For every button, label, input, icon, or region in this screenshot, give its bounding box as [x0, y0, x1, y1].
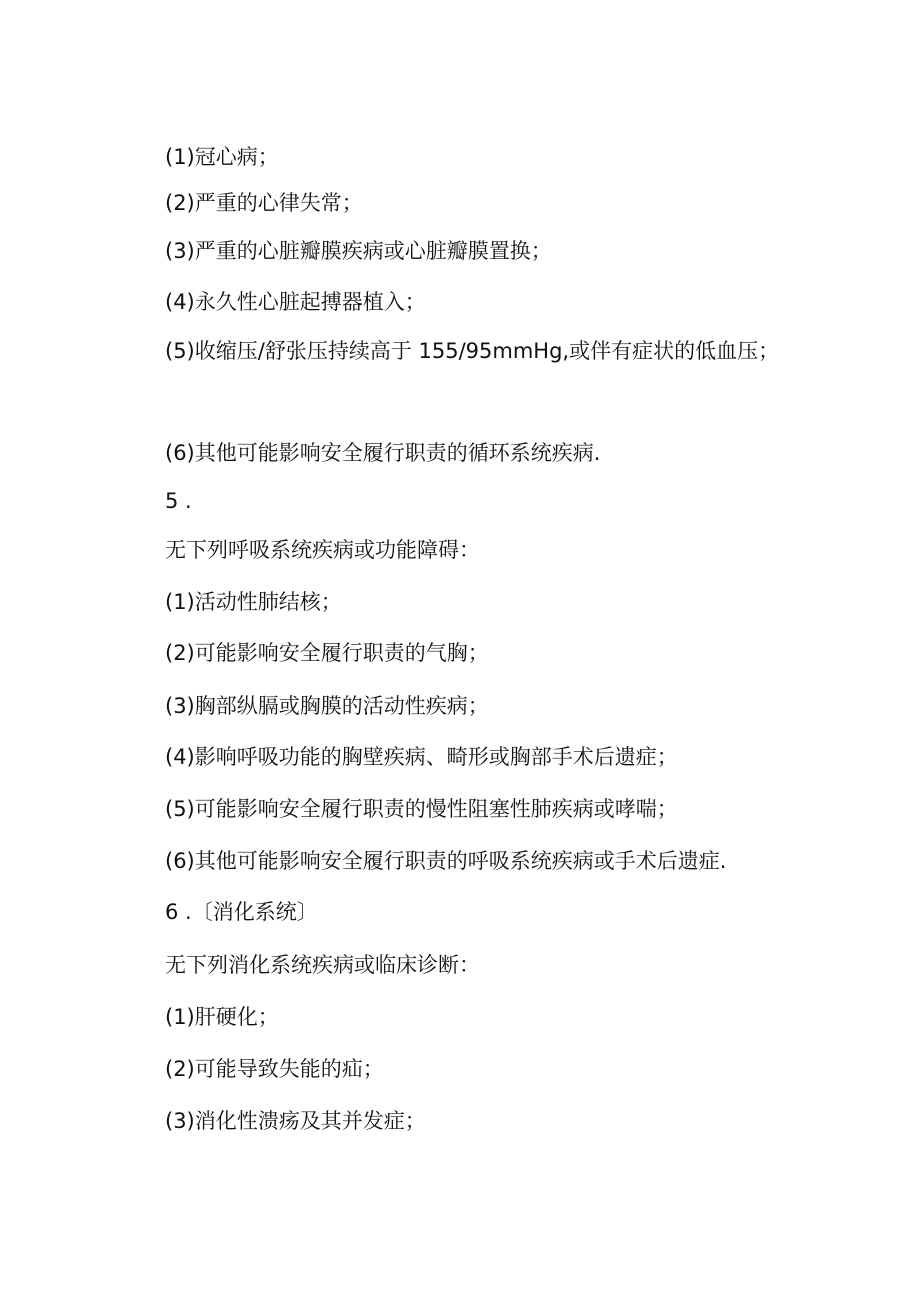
list-item: (6)其他可能影响安全履行职责的循环系统疾病. [165, 441, 601, 465]
list-item: (1)肝硬化； [165, 1005, 279, 1029]
list-item: (4)影响呼吸功能的胸壁疾病、畸形或胸部手术后遗症； [165, 745, 678, 769]
list-item: (6)其他可能影响安全履行职责的呼吸系统疾病或手术后遗症. [165, 849, 727, 873]
section-intro: 无下列呼吸系统疾病或功能障碍： [165, 538, 480, 562]
list-item: (2)严重的心律失常； [165, 191, 363, 215]
list-item: (3)消化性溃疡及其并发症； [165, 1109, 426, 1133]
list-item: (4)永久性心脏起搏器植入； [165, 290, 426, 314]
list-item: (5)可能影响安全履行职责的慢性阻塞性肺疾病或哮喘； [165, 797, 678, 821]
list-item: (3)胸部纵膈或胸膜的活动性疾病； [165, 694, 489, 718]
section-heading: 6 .〔消化系统〕 [165, 900, 318, 924]
list-item: (2)可能导致失能的疝； [165, 1057, 384, 1081]
list-item: (1)冠心病； [165, 145, 279, 169]
section-intro: 无下列消化系统疾病或临床诊断： [165, 953, 480, 977]
list-item: (2)可能影响安全履行职责的气胸； [165, 641, 489, 665]
section-number: 5 . [165, 489, 192, 513]
list-item: (3)严重的心脏瓣膜疾病或心脏瓣膜置换； [165, 239, 552, 263]
list-item: (1)活动性肺结核； [165, 590, 342, 614]
list-item: (5)收缩压/舒张压持续高于 155/95mmHg,或伴有症状的低血压； [165, 339, 780, 363]
